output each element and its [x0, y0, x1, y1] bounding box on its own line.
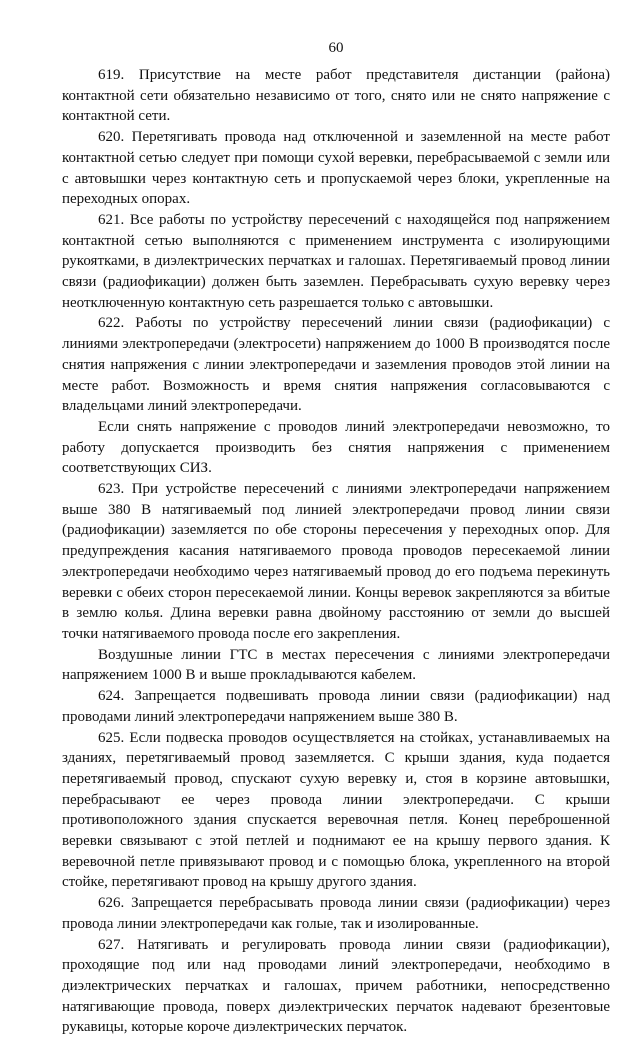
- paragraph-621: 621. Все работы по устройству пересечений с находящейся под напряжением контактной сетью выполняются с применением инструмента с изолирующими рукоятками, в диэлектрических перчатках и галошах. Перетягиваемый провод линии связи (радиофикации) должен быть заземлен. Перебрасывать сухую веревку через неотключенную контактную сеть разрешается только с автовышки.: [62, 211, 610, 311]
- paragraph-625: 625. Если подвеска проводов осуществляется на стойках, устанавливаемых на зданиях, перетягиваемый провод заземляется. С крыши здания, куда подается перетягиваемый провод, спускают сухую веревку и, стоя в корзине автовышки, перебрасывают ее через провода линии электропередачи. С крыши противоположного здания спускается веревочная петля. Конец переброшенной веревки связывают с этой петлей и поднимают ее на крышу первого здания. К веревочной петле привязывают провод и с помощью блока, укрепленного на второй стойке, перетягивают провод на крышу другого здания.: [62, 729, 610, 891]
- paragraph-623-continuation: Воздушные линии ГТС в местах пересечения с линиями электропередачи напряжением 1000 В и выше прокладываются кабелем.: [62, 646, 610, 684]
- document-page: [62, 38, 610, 1038]
- paragraph-619: 619. Присутствие на месте работ представителя дистанции (района) контактной сети обязательно независимо от того, снято или не снято напряжение с контактной сети.: [62, 67, 610, 125]
- paragraph-620: 620. Перетягивать провода над отключенной и заземленной на месте работ контактной сетью следует при помощи сухой веревки, перебрасываемой с земли или с автовышки через контактную сеть и пропускаемой через блоки, укрепленные на переходных опорах.: [62, 129, 610, 208]
- paragraph-627: 627. Натягивать и регулировать провода линии связи (радиофикации), проходящие под или над проводами линий электропередачи, необходимо в диэлектрических перчатках и галошах, причем работники, непосредственно натягивающие провода, поверх диэлектрических перчаток надевают брезентовые рукавицы, которые короче диэлектрических перчаток.: [62, 936, 610, 1036]
- paragraph-622-continuation: Если снять напряжение с проводов линий электропередачи невозможно, то работу допускается производить без снятия напряжения с применением соответствующих СИЗ.: [62, 418, 610, 477]
- paragraph-624: 624. Запрещается подвешивать провода линии связи (радиофикации) над проводами линий электропередачи напряжением выше 380 В.: [62, 688, 610, 725]
- paragraph-626: 626. Запрещается перебрасывать провода линии связи (радиофикации) через провода линии электропередачи как голые, так и изолированные.: [62, 895, 610, 932]
- paragraph-623: 623. При устройстве пересечений с линиями электропередачи напряжением выше 380 В натягиваемый под линией электропередачи провод линии связи (радиофикации) заземляется по обе стороны пересечения у переходных опор. Для предупреждения касания натягиваемого провода проводов пересекаемой линии электропередачи необходимо через натягиваемый провод до его подъема перекинуть веревки с обеих сторон пересекаемой линии. Концы веревок закрепляются за вбитые в землю колья. Длина веревки равна двойному расстоянию от земли до высшей точки натягиваемого провода после его закрепления.: [62, 481, 610, 642]
- page-number: 60: [328, 40, 344, 56]
- paragraph-622: 622. Работы по устройству пересечений линии связи (радиофикации) с линиями электропередачи (электросети) напряжением до 1000 В производятся после снятия напряжения с линии электропередачи и заземления проводов этой линии на месте работ. Возможность и время снятия напряжения согласовываются с владельцами линий электропередачи.: [62, 315, 610, 415]
